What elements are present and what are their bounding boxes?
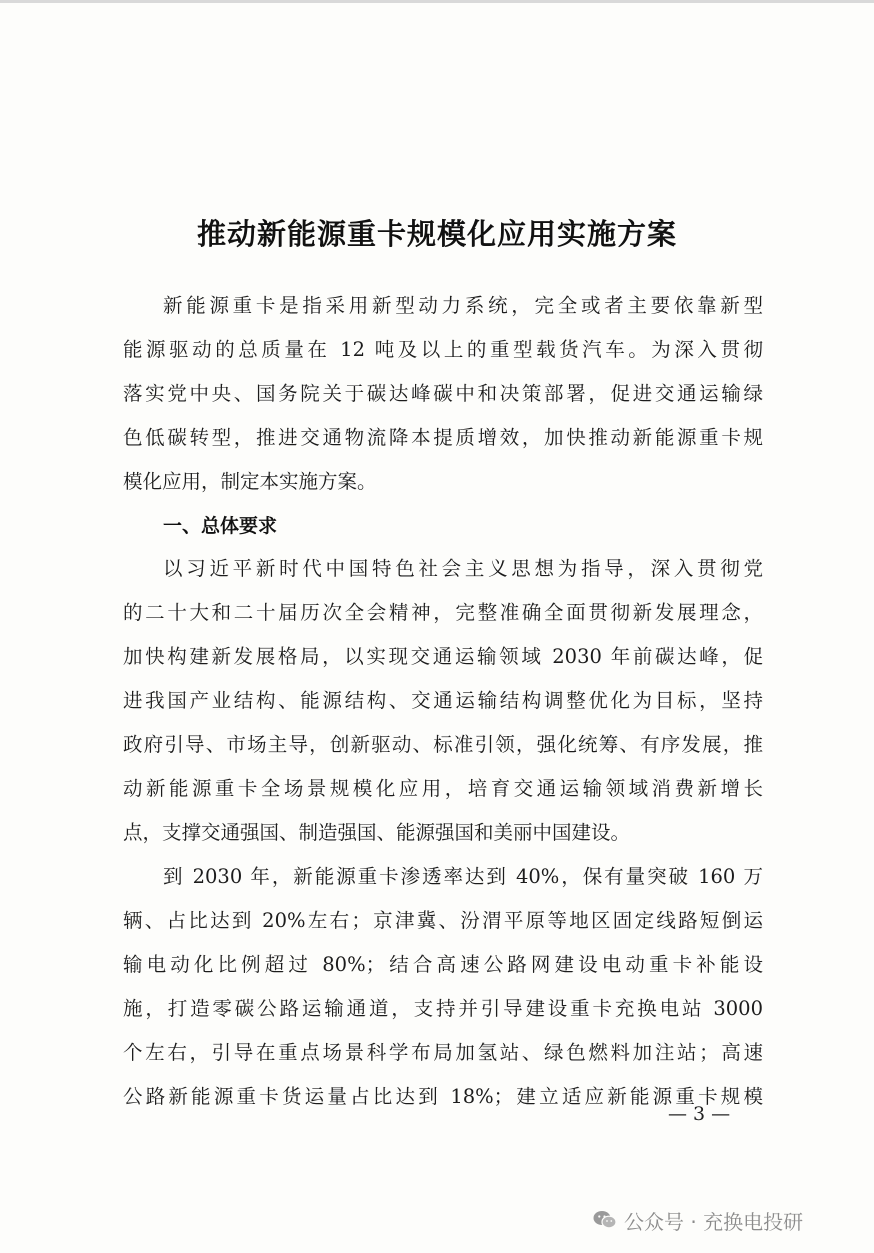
body-line: 输电动化比例超过 80%；结合高速公路网建设电动重卡补能设	[123, 953, 763, 976]
page-top-edge	[0, 0, 874, 3]
body-line: 动新能源重卡全场景规模化应用，培育交通运输领域消费新增长	[123, 777, 763, 800]
body-line: 辆、占比达到 20%左右；京津冀、汾渭平原等地区固定线路短倒运	[123, 909, 763, 932]
intro-line: 新能源重卡是指采用新型动力系统，完全或者主要依靠新型	[163, 294, 763, 317]
body-line: 点，支撑交通强国、制造强国、能源强国和美丽中国建设。	[123, 821, 631, 844]
body-line: 加快构建新发展格局，以实现交通运输领域 2030 年前碳达峰，促	[123, 645, 763, 668]
body-line: 施，打造零碳公路运输通道，支持并引导建设重卡充换电站 3000	[123, 997, 763, 1020]
watermark-text: 公众号 · 充换电投研	[624, 1209, 804, 1234]
body-line: 政府引导、市场主导，创新驱动、标准引领，强化统筹、有序发展，推	[123, 733, 763, 756]
wechat-icon	[592, 1207, 618, 1233]
body-line: 个左右，引导在重点场景科学布局加氢站、绿色燃料加注站；高速	[123, 1041, 763, 1064]
intro-line: 模化应用，制定本实施方案。	[123, 470, 377, 493]
page-number: — 3 —	[668, 1103, 731, 1125]
intro-line: 色低碳转型，推进交通物流降本提质增效，加快推动新能源重卡规	[123, 426, 763, 449]
body-line: 公路新能源重卡货运量占比达到 18%；建立适应新能源重卡规模	[123, 1085, 763, 1108]
intro-line: 落实党中央、国务院关于碳达峰碳中和决策部署，促进交通运输绿	[123, 382, 763, 405]
document-title: 推动新能源重卡规模化应用实施方案	[196, 217, 677, 251]
intro-line: 能源驱动的总质量在 12 吨及以上的重型载货汽车。为深入贯彻	[123, 338, 763, 361]
watermark	[592, 1205, 803, 1235]
body-line: 的二十大和二十届历次全会精神，完整准确全面贯彻新发展理念，	[123, 601, 763, 624]
body-line: 到 2030 年，新能源重卡渗透率达到 40%，保有量突破 160 万	[163, 865, 763, 888]
body-line: 进我国产业结构、能源结构、交通运输结构调整优化为目标，坚持	[123, 689, 763, 712]
section-heading: 一、总体要求	[163, 515, 278, 537]
body-line: 以习近平新时代中国特色社会主义思想为指导，深入贯彻党	[163, 557, 763, 580]
